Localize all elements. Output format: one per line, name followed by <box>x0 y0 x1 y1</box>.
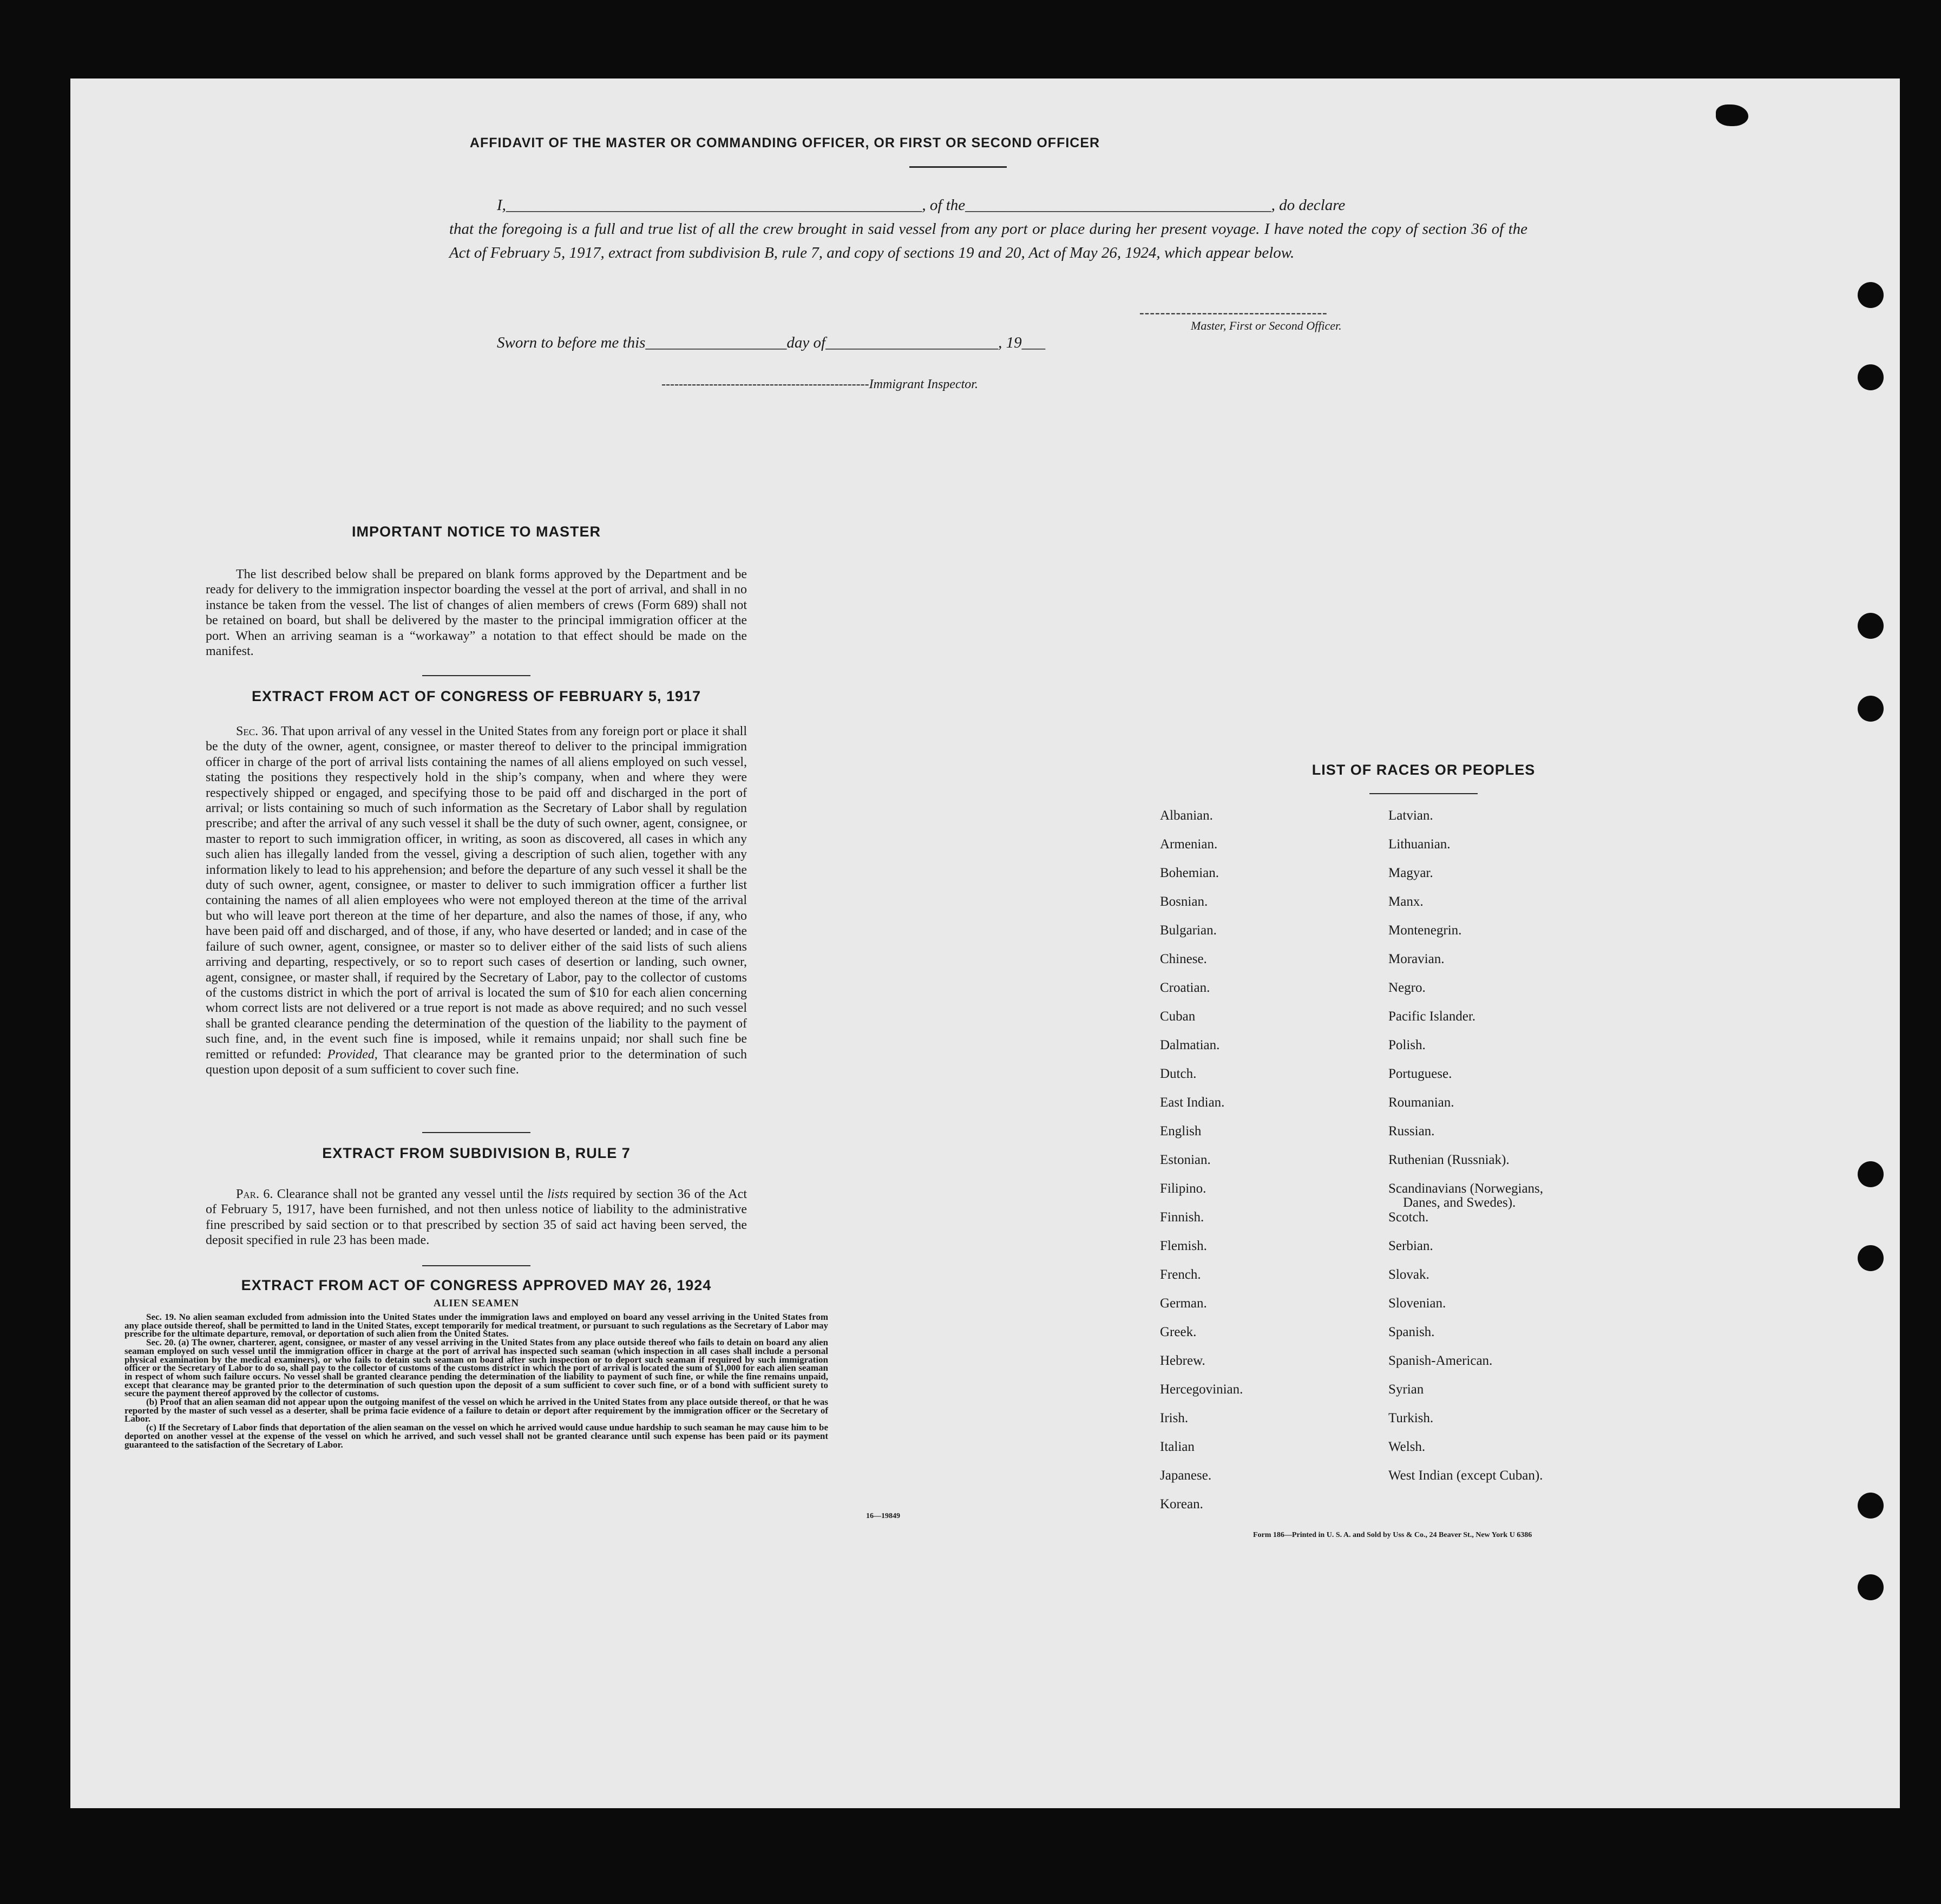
day-blank: __________________ <box>645 334 787 351</box>
race-right-item: Negro. <box>1388 980 1426 995</box>
race-right-item: Latvian. <box>1388 808 1433 823</box>
provided-label: Provided, <box>327 1047 378 1062</box>
i-label: I, <box>497 197 506 214</box>
race-right-item: Lithuanian. <box>1388 837 1451 852</box>
lists-label: lists <box>547 1187 568 1201</box>
races-title: LIST OF RACES OR PEOPLES <box>1312 762 1536 778</box>
race-left-item: Dalmatian. <box>1160 1038 1220 1052</box>
race-right-item: West Indian (except Cuban). <box>1388 1468 1543 1483</box>
race-left-item: Bulgarian. <box>1160 923 1217 938</box>
par-6-label: Par. 6. <box>236 1187 273 1201</box>
race-right-item: Turkish. <box>1388 1411 1434 1425</box>
par-6-text-b: required by section 36 of the Act of February 5, 1917, have been furnished, and not then unless notice of liability to the administrative fine prescribed by said section or to that prescribed by section 35 of said act having been served, the deposit specified in rule 23 has been made. <box>206 1187 747 1248</box>
affidavit-body: that the foregoing is a full and true list of all the crew brought in said vessel from any port or place during her present voyage. I have noted the copy of section 36 of the Act of February 5, 1917, extract from subdivision B, rule 7, and copy of sections 19 and 20, Act of May 26, 1924, which appear below. <box>449 220 1527 261</box>
subdivision-b-title: EXTRACT FROM SUBDIVISION B, RULE 7 <box>322 1145 631 1161</box>
sec-20c-text: (c) If the Secretary of Labor finds that deportation of the alien seaman on the vessel on which he arrived would cause undue hardship to such seaman he may cause him to be deported on another vessel at the expense of the vessel on which he arrived, and such vessel shall not be granted clearance until such expense has been paid or its payment guaranteed to the satisfaction of the Secretary of Labor. <box>124 1422 828 1450</box>
race-right-item: Spanish. <box>1388 1325 1435 1339</box>
race-left-item: East Indian. <box>1160 1095 1225 1110</box>
sec-19-text: Sec. 19. No alien seaman excluded from admission into the United States under the immigration laws and employed on board any vessel arriving in the United States from any place outside thereof, shall be permitted to land in the United States, except temporarily for medical treatment, or pursuant to such regulations as the Secretary of Labor may prescribe for the ultimate departure, removal, or deportation of such alien from the United States. <box>124 1312 828 1339</box>
races-rule <box>1369 793 1478 794</box>
race-left-item: Greek. <box>1160 1325 1197 1339</box>
race-right-item: Scandinavians (Norwegians, <box>1388 1181 1544 1196</box>
vessel-blank: _______________________________________ <box>965 197 1271 214</box>
inspector-dashes: ------------------------------------------------ <box>661 377 869 391</box>
inspector-signature-line <box>661 377 1040 392</box>
race-left-item: Cuban <box>1160 1009 1196 1024</box>
race-left-item: Chinese. <box>1160 952 1207 966</box>
par-6-text-a: Clearance shall not be granted any vessel until the <box>277 1187 543 1201</box>
month-blank: ______________________ <box>825 334 999 351</box>
sec-36-label: Sec. 36. <box>236 724 278 738</box>
race-left-item: Flemish. <box>1160 1239 1207 1253</box>
race-right-item: Syrian <box>1388 1382 1424 1397</box>
binder-hole <box>1858 1245 1884 1271</box>
sec-36-text-b: That clearance may be granted prior to the determination of such question upon deposit of a sum sufficient to cover such fine. <box>206 1047 747 1077</box>
torn-corner <box>1716 104 1748 126</box>
race-right-item: Manx. <box>1388 894 1424 909</box>
extract-1917-title: EXTRACT FROM ACT OF CONGRESS OF FEBRUARY 5, 1917 <box>251 688 701 704</box>
race-left-item: Hebrew. <box>1160 1353 1205 1368</box>
master-signature-line: ------------------------------------ <box>1139 305 1328 320</box>
race-left-item: Albanian. <box>1160 808 1213 823</box>
affidavit-declaration-line <box>497 193 1536 217</box>
binder-hole <box>1858 364 1884 390</box>
affidavit-title: AFFIDAVIT OF THE MASTER OR COMMANDING OFFICER, OR FIRST OR SECOND OFFICER <box>469 135 1100 151</box>
year-blank: ___ <box>1021 334 1046 351</box>
day-of-label: day of <box>786 334 826 351</box>
binder-hole <box>1858 1493 1884 1519</box>
race-left-item: Italian <box>1160 1440 1195 1454</box>
sworn-label: Sworn to before me this <box>497 334 646 351</box>
race-right-item: Ruthenian (Russniak). <box>1388 1153 1510 1167</box>
race-left-item: Hercegovinian. <box>1160 1382 1243 1397</box>
extract-1917-body <box>206 724 747 1077</box>
race-right-item: Montenegrin. <box>1388 923 1462 938</box>
race-right-item: Danes, and Swedes). <box>1403 1195 1516 1210</box>
race-right-item: Polish. <box>1388 1038 1426 1052</box>
year-label: , 19 <box>998 334 1022 351</box>
race-left-item: Irish. <box>1160 1411 1189 1425</box>
race-left-item: Armenian. <box>1160 837 1218 852</box>
sec-36-text-a: That upon arrival of any vessel in the United States from any foreign port or place it shall be the duty of the owner, agent, consignee, or master thereof to deliver to the principal immigration officer in charge of the port of arrival lists containing the names of all aliens employed on such vessel, stating the positions they respectively hold in the ship’s company, when and where they were respectively shipped or engaged, and specifying those to be paid off and discharged in the port of arrival; or lists containing so much of such information as the Secretary of Labor shall by regulation prescribe; and after the arrival of any such vessel it shall be the duty of such owner, agent, consignee, or master to report to such immigration officer, in writing, as soon as discovered, all cases in which any such alien has illegally landed from the vessel, giving a description of such alien, together with any information likely to lead to his apprehension; and before the departure of any such vessel it shall be the duty of such owner, agent, consignee, or master to deliver to such immigration officer a further list containing the names of all alien employees who were not employed thereon at the time of the arrival but who will leave port thereon at the time of her departure, and also the names of those, if any, who have been paid off and discharged, and of those, if any, who have deserted or landed; and in case of the failure of such owner, agent, consignee, or master so to deliver either of the said lists of such aliens arriving and departing, respectively, or so to report such cases of desertion or landing, such owner, agent, consignee, or master shall, if required by the Secretary of Labor, pay to the collector of customs of the customs district in which the port of arrival is located the sum of $10 for each alien concerning whom correct lists are not delivered or a true report is not made as above required; and no such vessel shall be granted clearance pending the determination of the question of the liability to the payment of such fine, and, in the event such fine is imposed, while it remains unpaid; nor shall such fine be remitted or refunded: <box>206 724 747 1062</box>
race-right-item: Russian. <box>1388 1124 1435 1139</box>
race-left-item: Korean. <box>1160 1497 1203 1512</box>
race-left-item: French. <box>1160 1267 1201 1282</box>
race-right-item: Slovenian. <box>1388 1296 1446 1311</box>
form-code: 16—19849 <box>866 1512 900 1520</box>
race-left-item: German. <box>1160 1296 1207 1311</box>
race-right-item: Pacific Islander. <box>1388 1009 1476 1024</box>
document-page <box>70 78 1900 1808</box>
race-left-item: Estonian. <box>1160 1153 1211 1167</box>
extract-1917-rule <box>422 1132 530 1133</box>
binder-hole <box>1858 1161 1884 1187</box>
alien-seamen-subtitle: ALIEN SEAMEN <box>433 1298 520 1309</box>
race-right-item: Welsh. <box>1388 1440 1426 1454</box>
sworn-line <box>497 331 1309 355</box>
race-right-item: Scotch. <box>1388 1210 1429 1225</box>
race-left-item: Finnish. <box>1160 1210 1204 1225</box>
title-rule <box>909 166 1007 168</box>
binder-hole <box>1858 613 1884 639</box>
name-blank: _____________________________________________________ <box>506 197 922 214</box>
subdivision-b-body <box>206 1187 747 1248</box>
notice-rule <box>422 675 530 676</box>
race-left-item: Bosnian. <box>1160 894 1208 909</box>
race-left-item: Filipino. <box>1160 1181 1206 1196</box>
notice-body: The list described below shall be prepared on blank forms approved by the Department and be ready for delivery to the immigration inspector boarding the vessel at the port of arrival, and shall in no instance be taken from the vessel. The list of changes of alien members of crews (Form 689) shall not be retained on board, but shall be delivered by the master to the principal immigration officer at the port. When an arriving seaman is a “workaway” a notation to that effect should be made on the manifest. <box>206 567 747 659</box>
race-right-item: Roumanian. <box>1388 1095 1454 1110</box>
printer-footer: Form 186—Printed in U. S. A. and Sold by Uss & Co., 24 Beaver St., New York U 6386 <box>1253 1531 1532 1539</box>
binder-hole <box>1858 282 1884 308</box>
race-right-item: Portuguese. <box>1388 1066 1452 1081</box>
race-right-item: Serbian. <box>1388 1239 1433 1253</box>
sec-20a-text: Sec. 20. (a) The owner, charterer, agent, consignee, or master of any vessel arriving in the United States from any place outside thereof who fails to detain on board any alien seaman employed on such vessel until the immigration officer in charge at the port of arrival has inspected such seaman (which inspection in all cases shall include a personal physical examination by the medical examiners), or who fails to detain such seaman on board after such inspection or to deport such seaman if required by such immigration officer or the Secretary of Labor to do so, shall pay to the collector of customs of the customs district in which the port of arrival is located the sum of $1,000 for each alien seaman in respect of whom such failure occurs. No vessel shall be granted clearance pending the determination of the liability to payment of such fine, or while the fine remains unpaid, except that clearance may be granted prior to the determination of such question upon the deposit of a sum sufficient to cover such fine, or of a bond with sufficient surety to secure the payment thereof approved by the collector of customs. <box>124 1337 828 1399</box>
subdivision-b-rule <box>422 1265 530 1266</box>
of-the-label: , of the <box>922 197 966 214</box>
race-left-item: Bohemian. <box>1160 866 1219 880</box>
race-right-item: Spanish-American. <box>1388 1353 1493 1368</box>
binder-hole <box>1858 696 1884 722</box>
sec-20b-text: (b) Proof that an alien seaman did not appear upon the outgoing manifest of the vessel on which he arrived in the United States from any place outside thereof, or that he was reported by the master of such vessel as a deserter, shall be prima facie evidence of a failure to detain or deport after requirement by the immigration officer or the Secretary of Labor. <box>124 1397 828 1424</box>
race-left-item: Dutch. <box>1160 1066 1197 1081</box>
extract-1924-body <box>124 1313 828 1449</box>
race-left-item: Croatian. <box>1160 980 1210 995</box>
race-left-item: Japanese. <box>1160 1468 1212 1483</box>
race-left-item: English <box>1160 1124 1202 1139</box>
race-right-item: Moravian. <box>1388 952 1445 966</box>
extract-1924-title: EXTRACT FROM ACT OF CONGRESS APPROVED MAY 26, 1924 <box>241 1277 712 1293</box>
race-right-item: Magyar. <box>1388 866 1433 880</box>
race-right-item: Slovak. <box>1388 1267 1429 1282</box>
declare-label: , do declare <box>1271 197 1346 214</box>
notice-title: IMPORTANT NOTICE TO MASTER <box>352 524 601 540</box>
inspector-label: Immigrant Inspector. <box>869 377 978 391</box>
binder-hole <box>1858 1574 1884 1600</box>
master-signature-label: Master, First or Second Officer. <box>1191 319 1342 332</box>
